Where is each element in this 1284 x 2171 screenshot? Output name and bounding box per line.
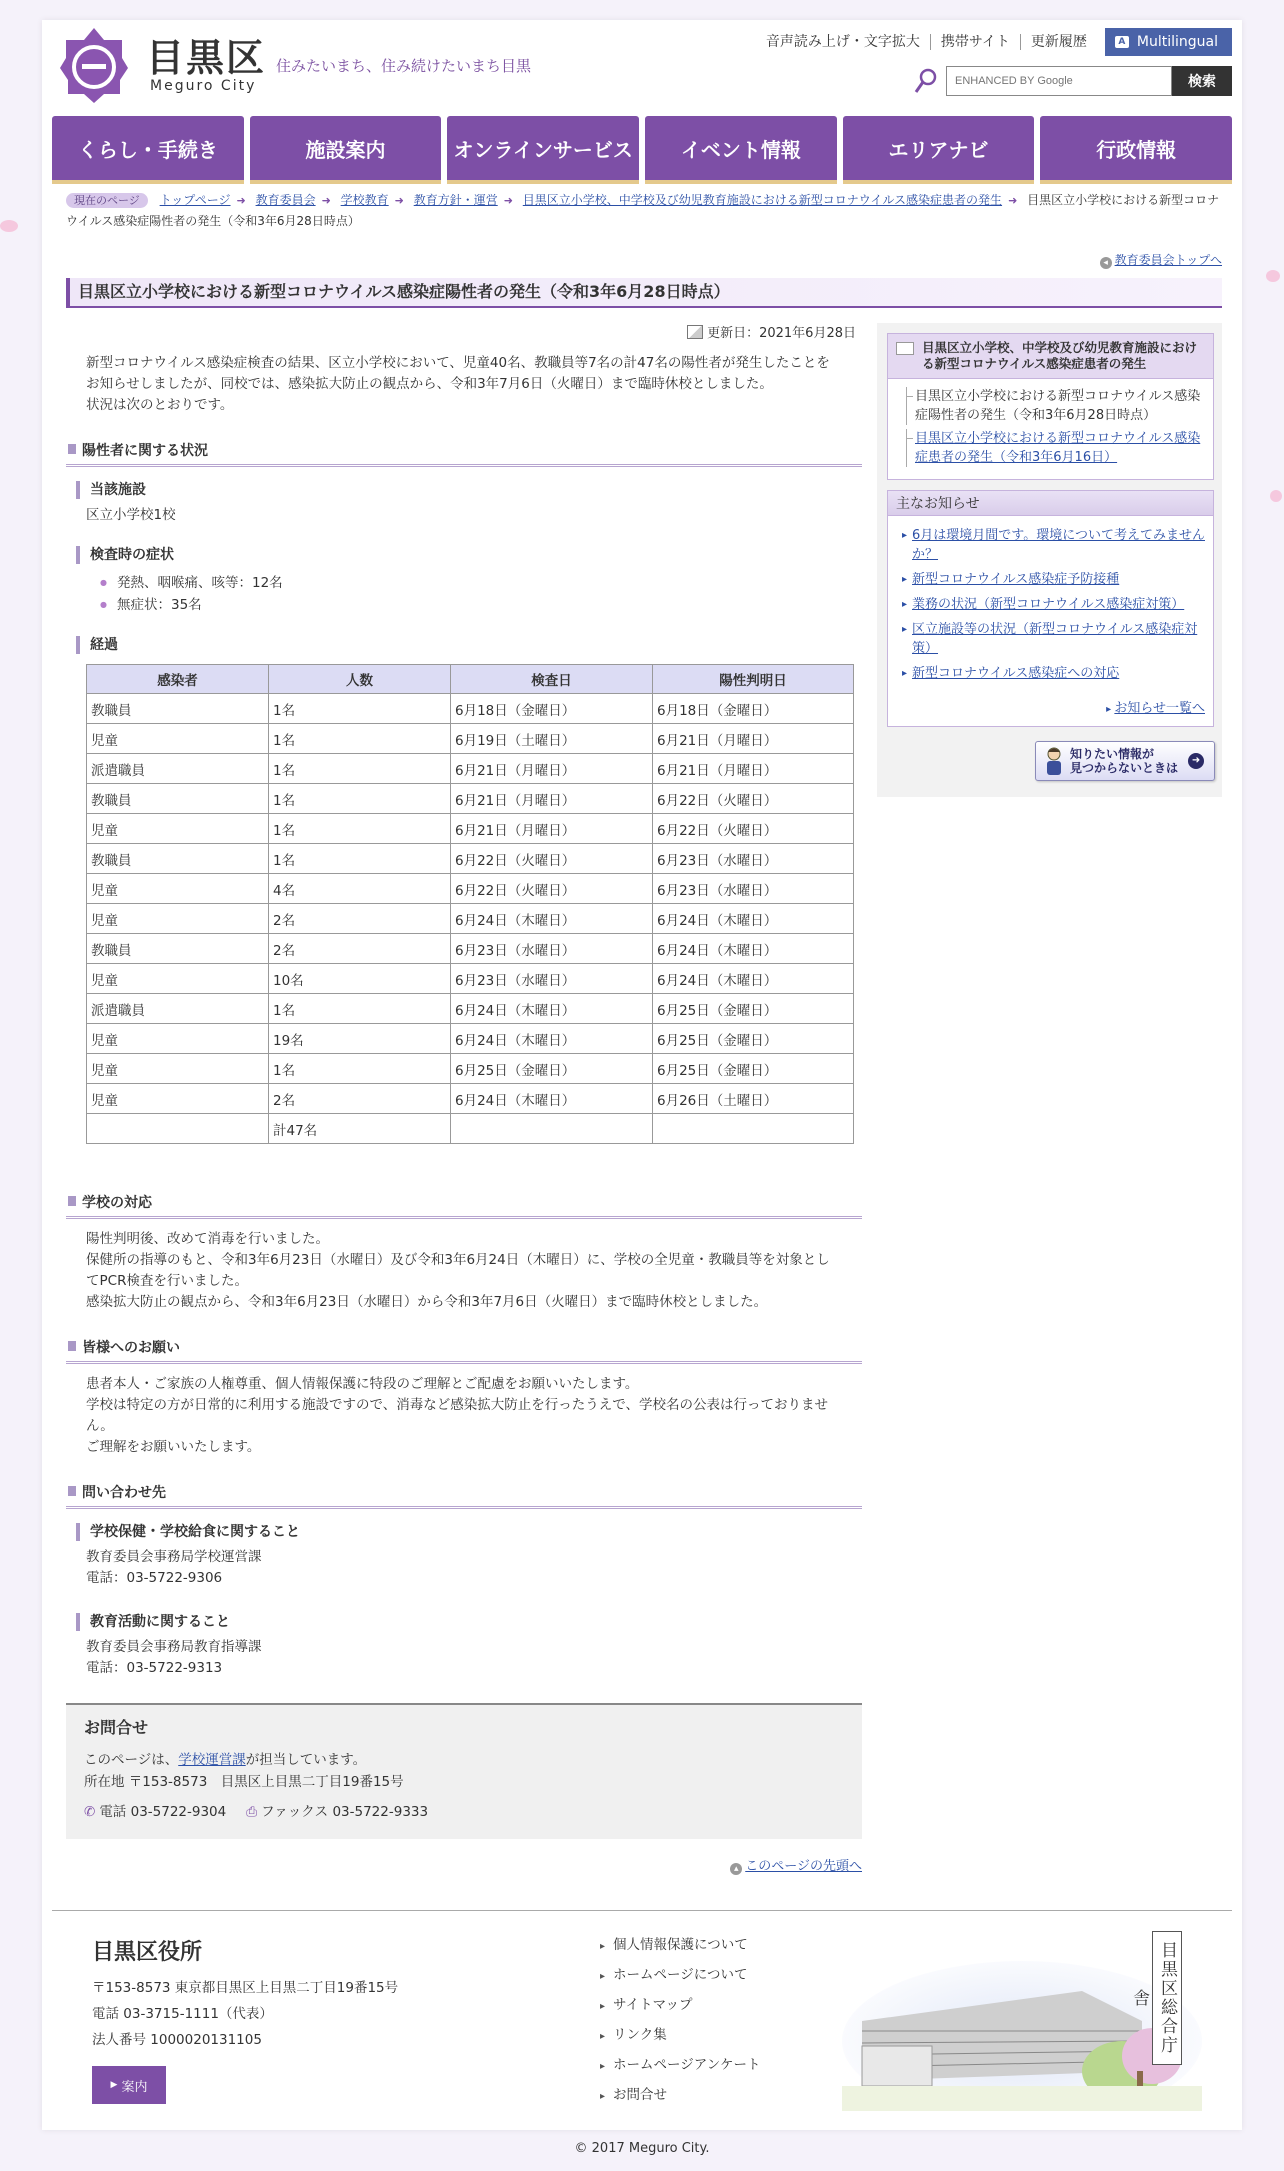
- table-row: [87, 1024, 854, 1054]
- section-heading-school-response: 学校の対応: [66, 1192, 862, 1219]
- footer-address-block: [92, 1975, 398, 2053]
- list-item: [902, 620, 1205, 658]
- table-cell: 2名: [269, 904, 451, 934]
- page-title: 目黒区立小学校における新型コロナウイルス感染症陽性者の発生（令和3年6月28日時点）: [66, 278, 1222, 308]
- breadcrumb-here-badge: 現在のページ: [66, 193, 148, 208]
- table-cell: 1名: [269, 1054, 451, 1084]
- school-response-text: [66, 1219, 846, 1313]
- text-line: 感染拡大防止の観点から、令和3年6月23日（水曜日）から令和3年7月6日（火曜日）まで臨時休校としました。: [86, 1294, 768, 1310]
- inquiry-owner-pre: このページは、: [84, 1752, 179, 1768]
- table-row: [87, 784, 854, 814]
- phone-icon: ✆: [84, 1804, 96, 1820]
- table-cell: 教職員: [87, 694, 269, 724]
- news-more-link[interactable]: お知らせ一覧へ: [1114, 701, 1205, 716]
- inquiry-owner: [84, 1749, 844, 1771]
- table-cell: 6月25日（金曜日）: [653, 1054, 854, 1084]
- footer-link-survey[interactable]: ホームページアンケート: [613, 2057, 761, 2073]
- breadcrumb-link-top[interactable]: トップページ: [159, 193, 231, 207]
- intro-line: 新型コロナウイルス感染症検査の結果、区立小学校において、児童40名、教職員等7名の計47名の陽性者が発生したことを: [86, 355, 830, 371]
- list-item: [902, 595, 1205, 614]
- cant-find-line: 見つからないときは: [1070, 761, 1179, 775]
- table-cell: 児童: [87, 1084, 269, 1114]
- table-cell: 6月24日（木曜日）: [451, 904, 653, 934]
- subheading-symptoms: 検査時の症状: [76, 546, 862, 564]
- related-pages-list: [888, 379, 1213, 479]
- table-row: [87, 994, 854, 1024]
- table-row: [87, 694, 854, 724]
- related-page-current: 目黒区立小学校における新型コロナウイルス感染症陽性者の発生（令和3年6月28日時点）: [915, 389, 1201, 423]
- cant-find-info-label: [1070, 747, 1178, 775]
- table-cell: [451, 1114, 653, 1144]
- contact-dept: 教育委員会事務局学校運営課: [86, 1549, 262, 1565]
- list-item: [600, 1991, 760, 2021]
- table-cell: 6月21日（月曜日）: [653, 724, 854, 754]
- case-table-body: [87, 694, 854, 1144]
- inquiry-title: お問合せ: [84, 1718, 149, 1737]
- nav-item-events[interactable]: イベント情報: [645, 116, 837, 184]
- subheading-facility: 当該施設: [76, 481, 862, 499]
- table-cell: 教職員: [87, 784, 269, 814]
- symptom-list: [66, 564, 862, 616]
- news-list: [888, 516, 1213, 693]
- column-header: 感染者: [87, 665, 269, 694]
- table-cell: 4名: [269, 874, 451, 904]
- search-input[interactable]: [946, 66, 1172, 96]
- table-cell: 6月24日（木曜日）: [451, 994, 653, 1024]
- table-cell: 児童: [87, 904, 269, 934]
- board-top-link[interactable]: [1100, 251, 1222, 269]
- text-line: ん。: [86, 1418, 114, 1434]
- updated-date: [66, 322, 856, 341]
- list-item: [600, 2051, 760, 2081]
- table-cell: 児童: [87, 1054, 269, 1084]
- facility-text: 区立小学校1校: [86, 507, 176, 523]
- footer-links: [600, 1931, 760, 2111]
- table-cell: 6月24日（木曜日）: [451, 1024, 653, 1054]
- section-heading-contacts: 問い合わせ先: [66, 1482, 862, 1509]
- table-cell: 1名: [269, 994, 451, 1024]
- list-item: ● 発熱、咽喉痛、咳等：12名: [100, 572, 862, 594]
- table-row: [87, 814, 854, 844]
- table-cell: 1名: [269, 754, 451, 784]
- intro-line: 状況は次のとおりです。: [86, 397, 234, 413]
- table-cell: 派遣職員: [87, 754, 269, 784]
- arrow-right-icon: ➜: [1008, 194, 1018, 207]
- util-link-voice[interactable]: 音声読み上げ・文字拡大: [756, 34, 931, 50]
- arrow-right-icon: ▸: [1106, 704, 1115, 715]
- list-item: ● 無症状：35名: [100, 594, 862, 616]
- contact-phone: 電話：03-5722-9306: [86, 1570, 223, 1586]
- table-cell: 6月18日（金曜日）: [653, 694, 854, 724]
- logo-en: Meguro City: [150, 78, 257, 94]
- table-cell: 6月25日（金曜日）: [653, 1024, 854, 1054]
- related-pages-title: [888, 334, 1213, 379]
- table-cell: 教職員: [87, 934, 269, 964]
- news-more: [888, 693, 1213, 726]
- table-cell: 6月21日（月曜日）: [451, 754, 653, 784]
- table-cell: 6月25日（金曜日）: [653, 994, 854, 1024]
- updated-date-text: 更新日：2021年6月28日: [707, 326, 856, 341]
- table-cell: 児童: [87, 874, 269, 904]
- site-logo[interactable]: [146, 38, 266, 94]
- table-cell: 6月22日（火曜日）: [653, 814, 854, 844]
- inquiry-phone-fax: [84, 1801, 844, 1823]
- column-header: 人数: [269, 665, 451, 694]
- related-page-link[interactable]: 目黒区立小学校における新型コロナウイルス感染症患者の発生（令和3年6月16日）: [915, 431, 1201, 465]
- table-row: [87, 754, 854, 784]
- site-header: [42, 20, 1242, 115]
- triangle-right-icon: ▶: [110, 2080, 118, 2090]
- footer-tel: 電話 03-3715-1111（代表）: [92, 2006, 273, 2022]
- text-line: ご理解をお願いいたします。: [86, 1439, 261, 1455]
- list-item: [600, 1961, 760, 1991]
- table-cell: 19名: [269, 1024, 451, 1054]
- nav-item-online[interactable]: オンラインサービス: [447, 116, 639, 184]
- search-button[interactable]: 検索: [1172, 66, 1232, 96]
- table-cell: 6月26日（土曜日）: [653, 1084, 854, 1114]
- table-cell: 6月23日（水曜日）: [451, 964, 653, 994]
- table-cell: 1名: [269, 844, 451, 874]
- tagline: 住みたいまち、住み続けたいまち目黒: [276, 57, 532, 75]
- table-cell: 6月23日（水曜日）: [653, 844, 854, 874]
- util-link-mobile[interactable]: 携帯サイト: [931, 34, 1021, 50]
- footer-link-sitemap[interactable]: サイトマップ: [613, 1997, 693, 2013]
- inquiry-tel: [84, 1801, 226, 1823]
- table-cell: 派遣職員: [87, 994, 269, 1024]
- table-cell: 児童: [87, 1024, 269, 1054]
- fax-icon: ⎙: [246, 1804, 258, 1820]
- news-link[interactable]: 業務の状況（新型コロナウイルス感染症対策）: [912, 597, 1185, 612]
- news-title: 主なお知らせ: [888, 491, 1213, 516]
- arrow-right-icon: ➜: [503, 194, 513, 207]
- list-item: [600, 2081, 760, 2111]
- inquiry-box: [66, 1703, 862, 1839]
- contact-phone: 電話：03-5722-9313: [86, 1660, 223, 1676]
- subheading-course: 経過: [76, 636, 862, 654]
- table-cell: 1名: [269, 694, 451, 724]
- table-cell: 児童: [87, 964, 269, 994]
- breadcrumb: [66, 190, 1226, 231]
- global-nav: [52, 116, 1232, 184]
- person-icon: [1044, 747, 1064, 775]
- copyright: © 2017 Meguro City.: [574, 2141, 710, 2156]
- table-row: [87, 1114, 854, 1144]
- table-cell: 6月23日（水曜日）: [653, 874, 854, 904]
- table-cell: 1名: [269, 784, 451, 814]
- inquiry-address: 所在地 〒153-8573 目黒区上目黒二丁目19番15号: [84, 1774, 404, 1790]
- list-item: [906, 429, 1207, 467]
- footer-guide-label: 案内: [121, 2079, 148, 2095]
- sidebar: [877, 323, 1222, 797]
- main-content: [66, 320, 862, 1875]
- nav-item-facilities[interactable]: 施設案内: [250, 116, 442, 184]
- inquiry-fax: [246, 1801, 428, 1823]
- table-cell: 6月21日（月曜日）: [451, 784, 653, 814]
- contact-education: [66, 1631, 862, 1679]
- news-link[interactable]: 新型コロナウイルス感染症への対応: [912, 666, 1120, 681]
- table-cell: 6月21日（月曜日）: [653, 754, 854, 784]
- related-pages-title-text: 目黒区立小学校、中学校及び幼児教育施設における新型コロナウイルス感染症患者の発生: [922, 340, 1198, 371]
- news-box: [887, 490, 1214, 727]
- table-cell: 2名: [269, 1084, 451, 1114]
- page-top-link[interactable]: このページの先頭へ: [745, 1859, 862, 1874]
- section-heading-request: 皆様へのお願い: [66, 1337, 862, 1364]
- page-top: [66, 1855, 862, 1875]
- table-cell: 6月18日（金曜日）: [451, 694, 653, 724]
- board-top-link-label: 教育委員会トップへ: [1114, 253, 1222, 267]
- table-row: [87, 844, 854, 874]
- list-item: [600, 1931, 760, 1961]
- logo-jp: 目黒区: [146, 36, 267, 80]
- column-header: 陽性判明日: [653, 665, 854, 694]
- table-cell: 1名: [269, 724, 451, 754]
- news-link[interactable]: 新型コロナウイルス感染症予防接種: [912, 572, 1120, 587]
- table-cell: 計47名: [269, 1114, 451, 1144]
- table-cell: 6月21日（月曜日）: [451, 814, 653, 844]
- search-bar: [914, 66, 1232, 96]
- breadcrumb-link-covid[interactable]: 目黒区立小学校、中学校及び幼児教育施設における新型コロナウイルス感染症患者の発生: [522, 193, 1003, 207]
- footer-vertical-label: 目黒区総合庁舎: [1152, 1931, 1182, 2065]
- table-cell: [87, 1114, 269, 1144]
- breadcrumb-link-policy[interactable]: 教育方針・運営: [413, 193, 498, 207]
- page: [42, 20, 1242, 2130]
- news-link[interactable]: 区立施設等の状況（新型コロナウイルス感染症対策）: [912, 622, 1198, 656]
- list-item: [902, 526, 1205, 564]
- list-item: [600, 2021, 760, 2051]
- contact-health: [66, 1541, 862, 1589]
- table-cell: 6月22日（火曜日）: [451, 874, 653, 904]
- subheading-education: 教育活動に関すること: [76, 1613, 862, 1631]
- list-item: [906, 387, 1207, 425]
- footer-guide-button[interactable]: [92, 2066, 166, 2104]
- city-hall-illustration: [842, 1951, 1202, 2111]
- edit-icon: [687, 325, 703, 339]
- table-row: [87, 874, 854, 904]
- subheading-health: 学校保健・学校給食に関すること: [76, 1523, 862, 1541]
- breadcrumb-link-school[interactable]: 学校教育: [340, 193, 389, 207]
- intro-line: お知らせしましたが、同校では、感染拡大防止の観点から、令和3年7月6日（火曜日）まで臨時休校としました。: [86, 376, 773, 392]
- cant-find-line: 知りたい情報が: [1070, 747, 1155, 761]
- list-item: [902, 570, 1205, 589]
- case-table: [86, 664, 854, 1144]
- inquiry-owner-post: が担当しています。: [245, 1752, 367, 1768]
- arrow-circle-right-icon: ➜: [1188, 753, 1204, 769]
- table-row: [87, 1054, 854, 1084]
- related-pages-box: [887, 333, 1214, 480]
- table-row: [87, 724, 854, 754]
- table-row: [87, 904, 854, 934]
- arrow-right-icon: ➜: [394, 194, 404, 207]
- table-cell: 児童: [87, 724, 269, 754]
- table-cell: 6月22日（火曜日）: [451, 844, 653, 874]
- search-icon: [914, 68, 938, 94]
- breadcrumb-current: 目黒区立小学校における新型コロナウイルス感染症陽性者の発生（令和3年6月28日時点）: [66, 193, 1220, 228]
- footer-office-name: 目黒区役所: [92, 1940, 203, 1965]
- table-cell: 2名: [269, 934, 451, 964]
- nav-item-living[interactable]: くらし・手続き: [52, 116, 244, 184]
- breadcrumb-link-board[interactable]: 教育委員会: [255, 193, 316, 207]
- table-cell: 6月22日（火曜日）: [653, 784, 854, 814]
- table-cell: 10名: [269, 964, 451, 994]
- footer-link-privacy[interactable]: 個人情報保護について: [613, 1937, 748, 1953]
- table-cell: 6月24日（木曜日）: [653, 964, 854, 994]
- footer-link-contact[interactable]: お問合せ: [613, 2087, 668, 2103]
- table-cell: 6月23日（水曜日）: [451, 934, 653, 964]
- footer-link-links[interactable]: リンク集: [613, 2027, 667, 2043]
- table-cell: 6月24日（木曜日）: [653, 904, 854, 934]
- table-cell: 1名: [269, 814, 451, 844]
- footer-link-about[interactable]: ホームページについて: [613, 1967, 748, 1983]
- list-item: [902, 664, 1205, 683]
- circle-arrow-left-icon: ◂: [1100, 257, 1112, 269]
- text-line: 保健所の指導のもと、令和3年6月23日（水曜日）及び令和3年6月24日（木曜日）に、学校の全児童・教職員等を対象とし: [86, 1252, 830, 1268]
- util-link-history[interactable]: 更新履歴: [1030, 34, 1087, 50]
- table-cell: [653, 1114, 854, 1144]
- text-line: 学校は特定の方が日常的に利用する施設ですので、消毒など感染拡大防止を行ったうえで、学校名の公表は行っておりませ: [86, 1397, 828, 1413]
- inquiry-dept-link[interactable]: 学校運営課: [178, 1752, 246, 1768]
- table-cell: 6月24日（木曜日）: [451, 1084, 653, 1114]
- request-text: [66, 1364, 846, 1458]
- inquiry-tel-text: 電話 03-5722-9304: [99, 1804, 227, 1820]
- news-link[interactable]: 6月は環境月間です。環境について考えてみませんか？: [912, 528, 1205, 562]
- text-line: 患者本人・ご家族の人権尊重、個人情報保護に特段のご理解とご配慮をお願いいたします。: [86, 1376, 639, 1392]
- folder-icon: [896, 342, 914, 355]
- footer-address: 〒153-8573 東京都目黒区上目黒二丁目19番15号: [92, 1980, 399, 1996]
- arrow-right-icon: ➜: [236, 194, 246, 207]
- footer-corp-number: 法人番号 1000020131105: [92, 2032, 262, 2048]
- section-heading-positive: 陽性者に関する状況: [66, 440, 862, 467]
- text-line: てPCR検査を行いました。: [86, 1273, 248, 1289]
- multilingual-button[interactable]: [1105, 28, 1232, 56]
- table-cell: 6月25日（金曜日）: [451, 1054, 653, 1084]
- meguro-emblem-icon[interactable]: [60, 28, 128, 103]
- table-cell: 児童: [87, 814, 269, 844]
- table-cell: 6月19日（土曜日）: [451, 724, 653, 754]
- cant-find-info-button[interactable]: [1035, 741, 1215, 781]
- table-row: [87, 934, 854, 964]
- table-cell: 教職員: [87, 844, 269, 874]
- utility-links: [756, 28, 1232, 56]
- column-header: 検査日: [451, 665, 653, 694]
- arrow-right-icon: ➜: [321, 194, 331, 207]
- contact-dept: 教育委員会事務局教育指導課: [86, 1639, 262, 1655]
- nav-item-admin[interactable]: 行政情報: [1040, 116, 1232, 184]
- intro-text: [66, 341, 862, 416]
- multilingual-label: Multilingual: [1136, 34, 1218, 50]
- table-header-row: [87, 665, 854, 694]
- text-line: 陽性判明後、改めて消毒を行いました。: [86, 1231, 329, 1247]
- table-row: [87, 1084, 854, 1114]
- language-icon: A: [1115, 36, 1129, 48]
- table-cell: 6月24日（木曜日）: [653, 934, 854, 964]
- circle-arrow-up-icon: ▴: [730, 1863, 742, 1875]
- nav-item-area[interactable]: エリアナビ: [843, 116, 1035, 184]
- table-row: [87, 964, 854, 994]
- inquiry-fax-text: ファックス 03-5722-9333: [261, 1804, 429, 1820]
- site-footer: [52, 1910, 1232, 2120]
